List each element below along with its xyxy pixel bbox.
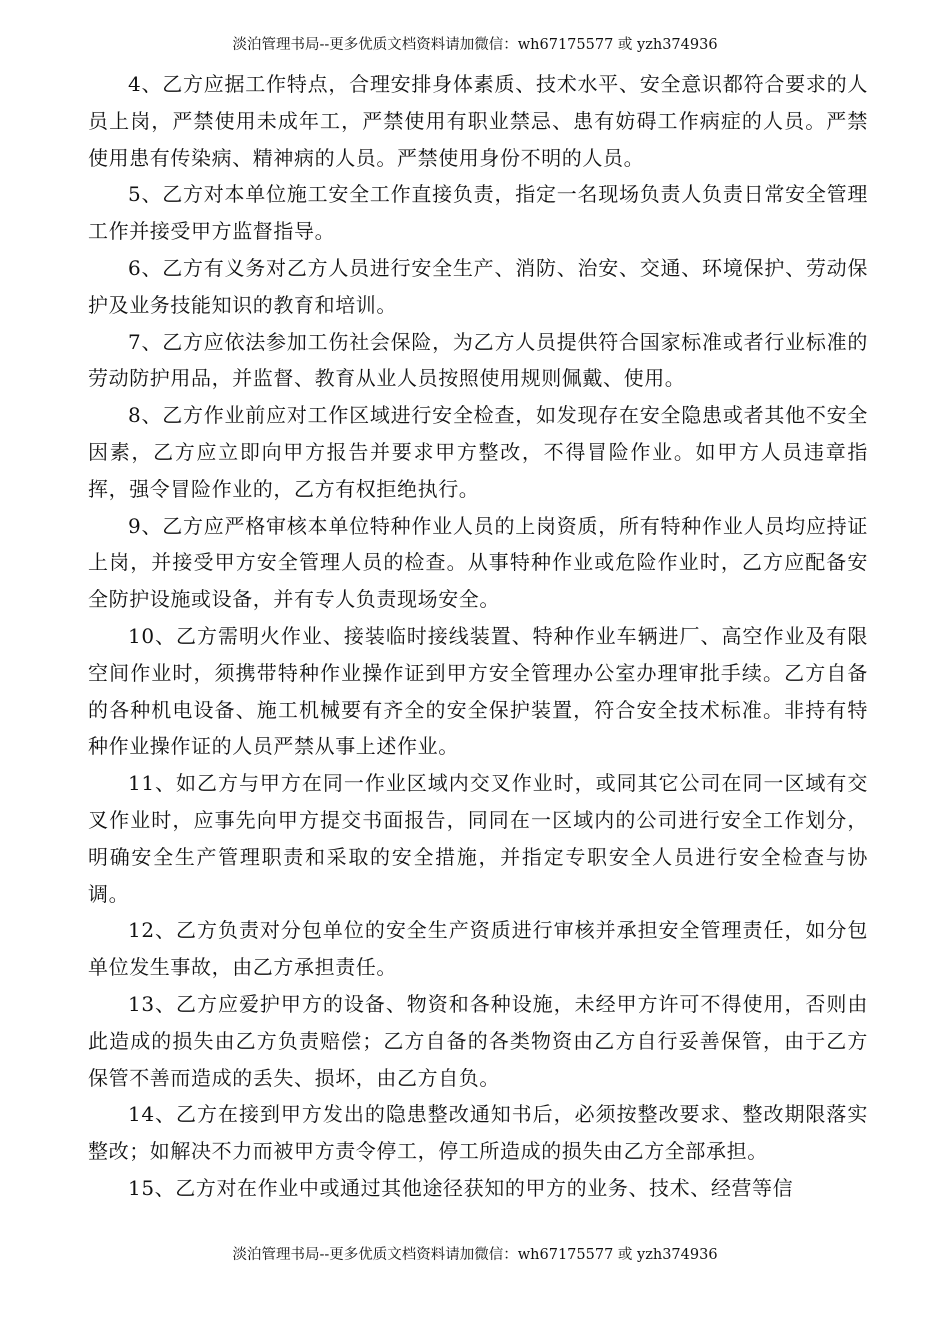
clause-12: 12、乙方负责对分包单位的安全生产资质进行审核并承担安全管理责任，如分包单位发生事故，由乙方承担责任。 — [88, 918, 868, 980]
clause-8: 8、乙方作业前应对工作区域进行安全检查，如发现存在安全隐患或者其他不安全因素，乙方应立即向甲方报告并要求甲方整改，不得冒险作业。如甲方人员违章指挥，强令冒险作业的，乙方有权拒绝执行。 — [88, 403, 868, 501]
clause-9: 9、乙方应严格审核本单位特种作业人员的上岗资质，所有特种作业人员均应持证上岗，并接受甲方安全管理人员的检查。从事特种作业或危险作业时，乙方应配备安全防护设施或设备，并有专人负责现场安全。 — [88, 513, 868, 612]
clause-15: 15、乙方对在作业中或通过其他途径获知的甲方的业务、技术、经营等信 — [128, 1175, 794, 1200]
document-body — [88, 66, 868, 1207]
clause-11: 11、如乙方与甲方在同一作业区域内交叉作业时，或同其它公司在同一区域有交叉作业时，应事先向甲方提交书面报告，同同在一区域内的公司进行安全工作划分，明确安全生产管理职责和采取的安全措施，并指定专职安全人员进行安全检查与协调。 — [88, 771, 868, 906]
clause-10: 10、乙方需明火作业、接装临时接线装置、特种作业车辆进厂、高空作业及有限空间作业时，须携带特种作业操作证到甲方安全管理办公室办理审批手续。乙方自备的各种机电设备、施工机械要有齐全的安全保护装置，符合安全技术标准。非持有特种作业操作证的人员严禁从事上述作业。 — [88, 623, 868, 759]
page-header: 淡泊管理书局--更多优质文档资料请加微信：wh67175577 或 yzh374936 — [232, 37, 718, 53]
page-footer: 淡泊管理书局--更多优质文档资料请加微信：wh67175577 或 yzh374936 — [232, 1247, 718, 1263]
clause-4: 4、乙方应据工作特点，合理安排身体素质、技术水平、安全意识都符合要求的人员上岗，严禁使用未成年工，严禁使用有职业禁忌、患有妨碍工作病症的人员。严禁使用患有传染病、精神病的人员。严禁使用身份不明的人员。 — [88, 72, 868, 170]
clause-6: 6、乙方有义务对乙方人员进行安全生产、消防、治安、交通、环境保护、劳动保护及业务技能知识的教育和培训。 — [88, 255, 868, 317]
clause-14: 14、乙方在接到甲方发出的隐患整改通知书后，必须按整改要求、整改期限落实整改；如解决不力而被甲方责令停工，停工所造成的损失由乙方全部承担。 — [88, 1102, 868, 1164]
clause-13: 13、乙方应爱护甲方的设备、物资和各种设施，未经甲方许可不得使用，否则由此造成的损失由乙方负责赔偿；乙方自备的各类物资由乙方自行妥善保管，由于乙方保管不善而造成的丢失、损坏，由乙方自负。 — [88, 991, 868, 1090]
clause-5: 5、乙方对本单位施工安全工作直接负责，指定一名现场负责人负责日常安全管理工作并接受甲方监督指导。 — [88, 182, 868, 244]
clause-7: 7、乙方应依法参加工伤社会保险，为乙方人员提供符合国家标准或者行业标准的劳动防护用品，并监督、教育从业人员按照使用规则佩戴、使用。 — [88, 329, 868, 391]
